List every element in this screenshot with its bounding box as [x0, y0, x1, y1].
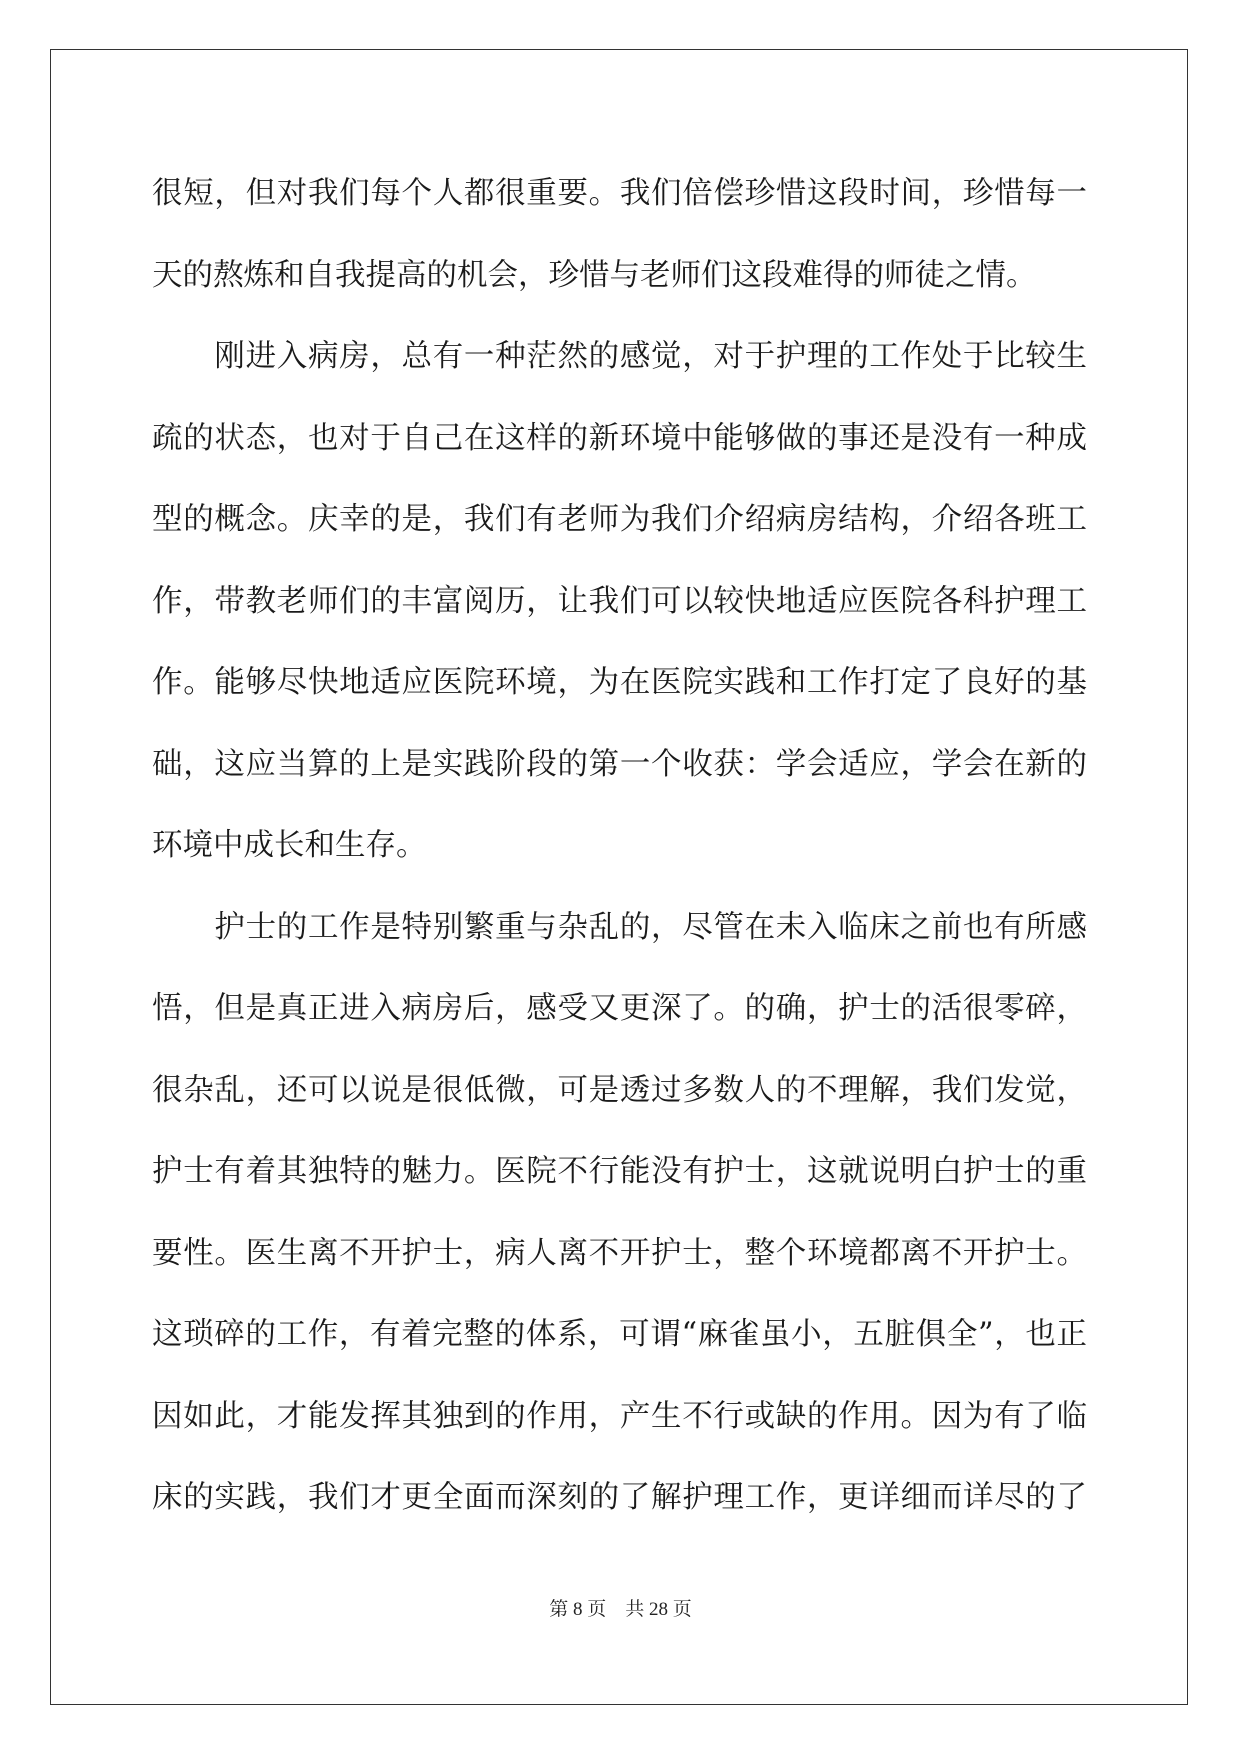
text-line: 础，这应当算的上是实践阶段的第一个收获：学会适应，学会在新的 [152, 746, 1087, 782]
text-line: 要性。医生离不开护士，病人离不开护士，整个环境都离不开护士。 [152, 1235, 1087, 1271]
text-line: 床的实践，我们才更全面而深刻的了解护理工作，更详细而详尽的了 [152, 1480, 1087, 1515]
text-line: 作，带教老师们的丰富阅历，让我们可以较快地适应医院各科护理工 [152, 583, 1087, 619]
text-line: 环境中成长和生存。 [152, 828, 427, 863]
text-line: 这琐碎的工作，有着完整的体系，可谓“麻雀虽小，五脏俱全”，也正 [152, 1317, 1087, 1352]
text-line: 作。能够尽快地适应医院环境，为在医院实践和工作打定了良好的基 [152, 665, 1087, 700]
text-line: 很杂乱，还可以说是很低微，可是透过多数人的不理解，我们发觉， [152, 1072, 1087, 1108]
text-line: 疏的状态，也对于自己在这样的新环境中能够做的事还是没有一种成 [152, 420, 1087, 456]
text-line: 护士的工作是特别繁重与杂乱的，尽管在未入临床之前也有所感 [152, 909, 1087, 945]
text-line: 因如此，才能发挥其独到的作用，产生不行或缺的作用。因为有了临 [152, 1398, 1087, 1434]
page-number-footer: 第 8 页 共 28 页 [549, 1599, 692, 1620]
text-line: 悟，但是真正进入病房后，感受又更深了。的确，护士的活很零碎， [152, 991, 1087, 1026]
text-line: 护士有着其独特的魅力。医院不行能没有护士，这就说明白护士的重 [152, 1154, 1087, 1189]
text-line: 天的熬炼和自我提高的机会，珍惜与老师们这段难得的师徒之情。 [152, 257, 1037, 293]
text-line: 很短，但对我们每个人都很重要。我们倍偿珍惜这段时间，珍惜每一 [152, 176, 1087, 211]
text-line: 型的概念。庆幸的是，我们有老师为我们介绍病房结构，介绍各班工 [152, 502, 1087, 537]
body-text [152, 153, 1087, 1539]
text-line: 刚进入病房，总有一种茫然的感觉，对于护理的工作处于比较生 [152, 339, 1087, 374]
